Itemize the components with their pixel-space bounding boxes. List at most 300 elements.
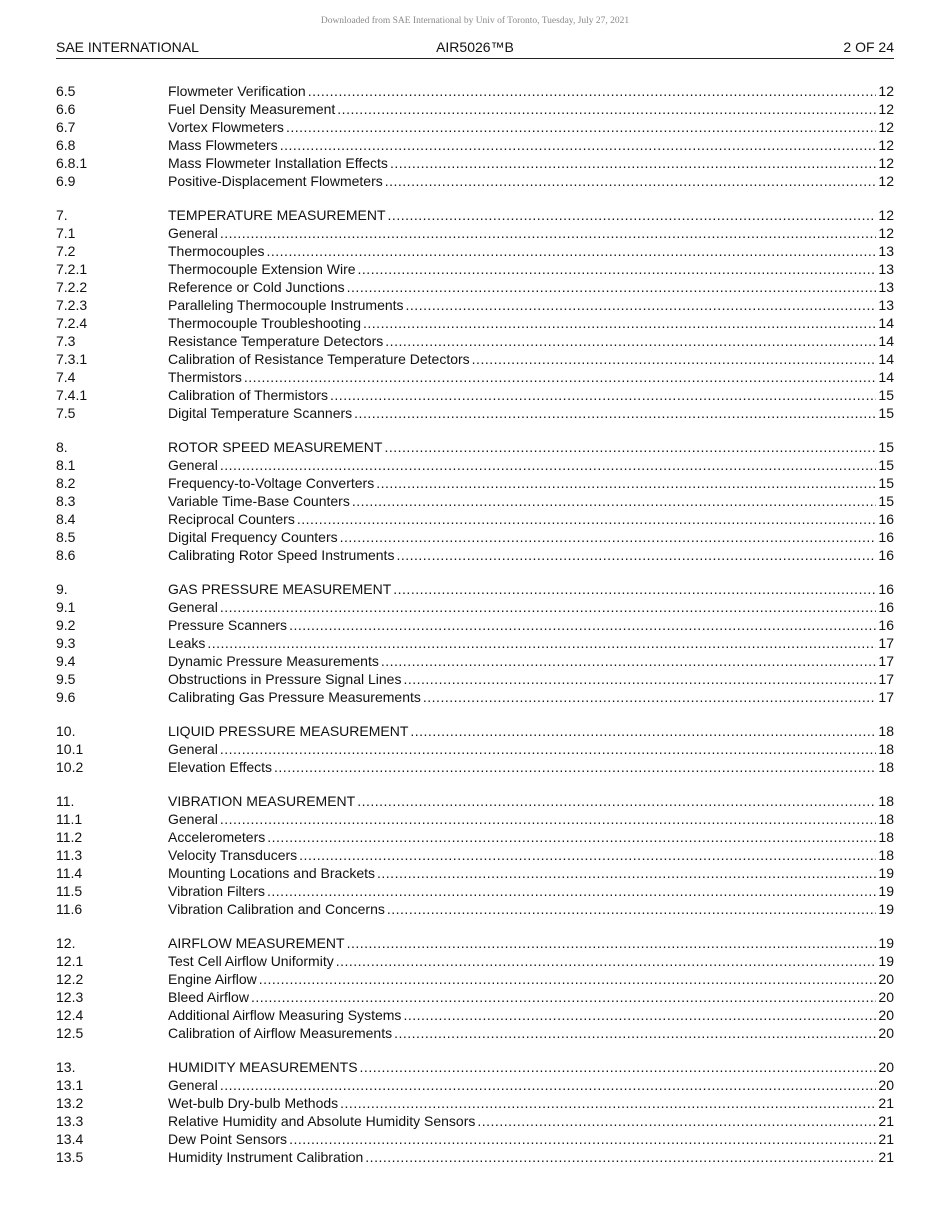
toc-entry-title-wrap (168, 616, 878, 634)
toc-dot-leader (244, 368, 877, 386)
toc-entry-page: 20 (878, 1077, 894, 1093)
toc-entry-number: 7.3 (56, 333, 76, 349)
toc-entry-number: 13. (56, 1059, 76, 1075)
toc-entry-page: 13 (878, 297, 894, 313)
toc-entry-page: 18 (878, 741, 894, 757)
toc-entry-number: 9.3 (56, 635, 76, 651)
toc-entry[interactable] (56, 1058, 894, 1076)
toc-entry-title-wrap (168, 136, 878, 154)
toc-entry[interactable] (56, 278, 894, 296)
toc-entry-number: 7.5 (56, 405, 76, 421)
toc-entry[interactable] (56, 828, 894, 846)
toc-entry-page: 18 (878, 847, 894, 863)
toc-entry-title-wrap (168, 1076, 878, 1094)
toc-entry-page: 14 (878, 333, 894, 349)
toc-entry[interactable] (56, 758, 894, 776)
toc-dot-leader (390, 154, 876, 172)
toc-entry-title-wrap (168, 988, 878, 1006)
toc-entry[interactable] (56, 688, 894, 706)
toc-entry-number: 7.2.1 (56, 261, 88, 277)
toc-entry[interactable] (56, 792, 894, 810)
toc-dot-leader (274, 758, 876, 776)
toc-entry-number: 13.3 (56, 1113, 84, 1129)
toc-entry-number: 12.2 (56, 971, 84, 987)
toc-section-group (56, 438, 894, 564)
toc-entry-title-wrap (168, 100, 878, 118)
toc-dot-leader (289, 1130, 876, 1148)
toc-entry[interactable] (56, 224, 894, 242)
toc-entry-title: General (168, 741, 218, 757)
toc-entry-title: Fuel Density Measurement (168, 101, 336, 117)
toc-entry-number: 12.5 (56, 1025, 84, 1041)
toc-entry[interactable] (56, 386, 894, 404)
table-of-contents (56, 82, 894, 1182)
toc-dot-leader (363, 314, 876, 332)
toc-dot-leader (280, 136, 877, 154)
toc-entry[interactable] (56, 900, 894, 918)
toc-entry-number: 7. (56, 207, 68, 223)
toc-entry-page: 15 (878, 405, 894, 421)
toc-entry-title-wrap (168, 492, 878, 510)
toc-entry-number: 13.5 (56, 1149, 84, 1165)
toc-dot-leader (357, 792, 876, 810)
toc-entry-title: Resistance Temperature Detectors (168, 333, 384, 349)
toc-entry-page: 15 (878, 475, 894, 491)
toc-entry-page: 16 (878, 617, 894, 633)
toc-entry-page: 20 (878, 971, 894, 987)
toc-entry-page: 17 (878, 671, 894, 687)
toc-entry-title-wrap (168, 934, 878, 952)
toc-entry-title: Frequency-to-Voltage Converters (168, 475, 375, 491)
toc-entry-title: Digital Frequency Counters (168, 529, 338, 545)
toc-section-group (56, 792, 894, 918)
toc-entry[interactable] (56, 934, 894, 952)
toc-entry-title: Flowmeter Verification (168, 83, 306, 99)
toc-entry-title-wrap (168, 528, 878, 546)
toc-entry-page: 17 (878, 653, 894, 669)
toc-entry-title-wrap (168, 792, 878, 810)
toc-entry-title: General (168, 1077, 218, 1093)
toc-entry[interactable] (56, 634, 894, 652)
toc-entry-number: 7.3.1 (56, 351, 88, 367)
toc-entry-title: Thermocouples (168, 243, 265, 259)
toc-entry-title: Humidity Instrument Calibration (168, 1149, 364, 1165)
toc-dot-leader (340, 1094, 876, 1112)
toc-entry-title-wrap (168, 688, 878, 706)
toc-entry-page: 19 (878, 883, 894, 899)
toc-entry[interactable] (56, 350, 894, 368)
toc-entry[interactable] (56, 952, 894, 970)
toc-entry[interactable] (56, 260, 894, 278)
toc-entry[interactable] (56, 616, 894, 634)
toc-entry-title: Bleed Airflow (168, 989, 249, 1005)
toc-entry-title: Accelerometers (168, 829, 266, 845)
toc-entry[interactable] (56, 332, 894, 350)
toc-entry-page: 20 (878, 1059, 894, 1075)
toc-entry[interactable] (56, 456, 894, 474)
toc-dot-leader (299, 846, 876, 864)
toc-entry-title: General (168, 811, 218, 827)
toc-entry-page: 12 (878, 155, 894, 171)
toc-entry-title-wrap (168, 828, 878, 846)
toc-entry-title-wrap (168, 1112, 878, 1130)
toc-entry[interactable] (56, 722, 894, 740)
toc-entry[interactable] (56, 598, 894, 616)
toc-entry-page: 12 (878, 225, 894, 241)
toc-dot-leader (220, 1076, 877, 1094)
toc-entry-title-wrap (168, 242, 878, 260)
toc-entry-title: Obstructions in Pressure Signal Lines (168, 671, 402, 687)
publisher-name: SAE INTERNATIONAL (56, 39, 199, 55)
toc-entry-title: Velocity Transducers (168, 847, 298, 863)
toc-entry-number: 11. (56, 793, 75, 809)
toc-entry-page: 13 (878, 261, 894, 277)
toc-entry-title: Reciprocal Counters (168, 511, 295, 527)
toc-entry-title-wrap (168, 386, 878, 404)
toc-entry[interactable] (56, 1094, 894, 1112)
toc-entry-title-wrap (168, 900, 878, 918)
toc-dot-leader (220, 224, 877, 242)
toc-entry[interactable] (56, 136, 894, 154)
toc-entry-number: 9. (56, 581, 68, 597)
toc-dot-leader (336, 952, 877, 970)
toc-entry-page: 18 (878, 759, 894, 775)
toc-dot-leader (394, 1024, 876, 1042)
toc-entry[interactable] (56, 740, 894, 758)
toc-entry-number: 12.4 (56, 1007, 84, 1023)
toc-entry-title: Reference or Cold Junctions (168, 279, 345, 295)
toc-section-group (56, 206, 894, 422)
toc-entry-title: Variable Time-Base Counters (168, 493, 350, 509)
toc-dot-leader (354, 404, 876, 422)
toc-dot-leader (337, 100, 876, 118)
toc-dot-leader (423, 688, 877, 706)
toc-entry-page: 15 (878, 439, 894, 455)
toc-entry-title: TEMPERATURE MEASUREMENT (168, 207, 386, 223)
toc-entry-number: 7.2.4 (56, 315, 88, 331)
toc-entry-page: 21 (878, 1149, 894, 1165)
toc-entry-title: Leaks (168, 635, 206, 651)
toc-entry-number: 12. (56, 935, 76, 951)
toc-entry-title-wrap (168, 634, 878, 652)
toc-entry-title: Mass Flowmeters (168, 137, 278, 153)
toc-entry-title-wrap (168, 970, 878, 988)
toc-entry-page: 16 (878, 581, 894, 597)
toc-entry[interactable] (56, 846, 894, 864)
toc-entry-number: 12.1 (56, 953, 84, 969)
toc-entry[interactable] (56, 1006, 894, 1024)
toc-entry-title: Test Cell Airflow Uniformity (168, 953, 334, 969)
toc-entry-page: 20 (878, 1007, 894, 1023)
toc-entry-page: 15 (878, 387, 894, 403)
toc-entry-page: 14 (878, 351, 894, 367)
toc-entry-title: Mounting Locations and Brackets (168, 865, 376, 881)
toc-entry-number: 7.4 (56, 369, 76, 385)
toc-dot-leader (377, 864, 876, 882)
toc-entry-title-wrap (168, 1094, 878, 1112)
page-header (56, 38, 894, 59)
toc-dot-leader (286, 118, 876, 136)
toc-dot-leader (220, 740, 877, 758)
toc-entry[interactable] (56, 546, 894, 564)
toc-entry-number: 11.2 (56, 829, 83, 845)
toc-entry-title-wrap (168, 118, 878, 136)
toc-entry-title: Dew Point Sensors (168, 1131, 288, 1147)
toc-dot-leader (381, 652, 877, 670)
toc-dot-leader (220, 456, 877, 474)
toc-entry-number: 9.2 (56, 617, 76, 633)
toc-entry-title-wrap (168, 722, 878, 740)
toc-dot-leader (352, 492, 877, 510)
toc-entry-number: 11.1 (56, 811, 83, 827)
toc-entry-title: ROTOR SPEED MEASUREMENT (168, 439, 383, 455)
toc-entry-number: 8.3 (56, 493, 76, 509)
toc-entry-number: 10.2 (56, 759, 84, 775)
toc-dot-leader (308, 82, 877, 100)
toc-entry-title: Vibration Filters (168, 883, 266, 899)
toc-entry-title: General (168, 599, 218, 615)
toc-entry[interactable] (56, 882, 894, 900)
toc-dot-leader (330, 386, 876, 404)
toc-entry-number: 6.5 (56, 83, 76, 99)
toc-entry-title-wrap (168, 350, 878, 368)
toc-entry[interactable] (56, 510, 894, 528)
toc-entry-page: 18 (878, 723, 894, 739)
toc-entry-page: 18 (878, 811, 894, 827)
toc-entry-title-wrap (168, 154, 878, 172)
toc-dot-leader (207, 634, 876, 652)
toc-entry-title: Vortex Flowmeters (168, 119, 284, 135)
toc-entry-page: 16 (878, 547, 894, 563)
toc-entry-title: HUMIDITY MEASUREMENTS (168, 1059, 358, 1075)
toc-entry-title-wrap (168, 864, 878, 882)
toc-entry-page: 12 (878, 101, 894, 117)
toc-dot-leader (385, 332, 876, 350)
toc-entry-page: 19 (878, 865, 894, 881)
toc-dot-leader (477, 1112, 876, 1130)
toc-entry-title-wrap (168, 82, 878, 100)
toc-entry[interactable] (56, 670, 894, 688)
toc-entry-title-wrap (168, 1024, 878, 1042)
toc-dot-leader (251, 988, 876, 1006)
toc-entry[interactable] (56, 474, 894, 492)
toc-entry-title-wrap (168, 670, 878, 688)
toc-entry-number: 11.5 (56, 883, 83, 899)
toc-entry-title-wrap (168, 260, 878, 278)
toc-entry[interactable] (56, 1130, 894, 1148)
toc-entry-title: Relative Humidity and Absolute Humidity Sensors (168, 1113, 476, 1129)
toc-entry[interactable] (56, 970, 894, 988)
toc-dot-leader (220, 598, 877, 616)
toc-entry-title: Mass Flowmeter Installation Effects (168, 155, 388, 171)
toc-entry-page: 14 (878, 369, 894, 385)
toc-entry-title: Calibration of Resistance Temperature Detectors (168, 351, 470, 367)
toc-entry[interactable] (56, 988, 894, 1006)
toc-entry-page: 13 (878, 279, 894, 295)
toc-section-group (56, 934, 894, 1042)
toc-entry-page: 16 (878, 599, 894, 615)
toc-dot-leader (340, 528, 877, 546)
toc-entry-number: 9.5 (56, 671, 76, 687)
toc-entry[interactable] (56, 82, 894, 100)
toc-entry-title-wrap (168, 1148, 878, 1166)
toc-entry[interactable] (56, 242, 894, 260)
toc-entry-title: VIBRATION MEASUREMENT (168, 793, 356, 809)
toc-entry-number: 6.6 (56, 101, 76, 117)
toc-entry-number: 9.4 (56, 653, 76, 669)
toc-entry-title-wrap (168, 456, 878, 474)
toc-entry[interactable] (56, 118, 894, 136)
toc-entry-title-wrap (168, 510, 878, 528)
toc-entry[interactable] (56, 1076, 894, 1094)
toc-entry-title-wrap (168, 846, 878, 864)
toc-entry-title: Positive-Displacement Flowmeters (168, 173, 383, 189)
toc-entry-number: 8. (56, 439, 68, 455)
toc-entry-number: 8.5 (56, 529, 76, 545)
toc-entry-title: Paralleling Thermocouple Instruments (168, 297, 404, 313)
toc-entry-title-wrap (168, 206, 878, 224)
toc-entry-title-wrap (168, 546, 878, 564)
toc-dot-leader (376, 474, 876, 492)
toc-dot-leader (396, 546, 876, 564)
toc-entry-title-wrap (168, 882, 878, 900)
toc-entry-page: 14 (878, 315, 894, 331)
toc-entry-title-wrap (168, 652, 878, 670)
toc-entry-number: 12.3 (56, 989, 84, 1005)
toc-entry-number: 9.6 (56, 689, 76, 705)
toc-entry-title-wrap (168, 224, 878, 242)
toc-entry-title-wrap (168, 314, 878, 332)
toc-dot-leader (267, 828, 876, 846)
toc-entry-page: 15 (878, 493, 894, 509)
toc-entry-page: 12 (878, 137, 894, 153)
toc-entry-number: 8.2 (56, 475, 76, 491)
toc-entry[interactable] (56, 528, 894, 546)
toc-entry-page: 21 (878, 1131, 894, 1147)
toc-entry-title-wrap (168, 332, 878, 350)
toc-entry[interactable] (56, 438, 894, 456)
toc-entry[interactable] (56, 1112, 894, 1130)
toc-entry-title: Elevation Effects (168, 759, 273, 775)
toc-dot-leader (347, 278, 877, 296)
toc-dot-leader (403, 1006, 876, 1024)
toc-dot-leader (297, 510, 877, 528)
toc-entry[interactable] (56, 652, 894, 670)
toc-entry[interactable] (56, 810, 894, 828)
toc-entry-title-wrap (168, 1130, 878, 1148)
toc-entry-page: 19 (878, 935, 894, 951)
toc-entry-title: Calibration of Airflow Measurements (168, 1025, 393, 1041)
toc-dot-leader (393, 580, 876, 598)
toc-dot-leader (358, 260, 877, 278)
toc-entry-title-wrap (168, 758, 878, 776)
toc-entry-number: 10.1 (56, 741, 84, 757)
toc-entry-title: Thermocouple Troubleshooting (168, 315, 362, 331)
toc-entry-page: 12 (878, 119, 894, 135)
toc-entry-page: 18 (878, 829, 894, 845)
toc-entry-title-wrap (168, 1006, 878, 1024)
toc-dot-leader (387, 900, 877, 918)
toc-entry[interactable] (56, 154, 894, 172)
document-number: AIR5026™B (436, 39, 514, 55)
toc-entry-page: 21 (878, 1113, 894, 1129)
toc-entry[interactable] (56, 100, 894, 118)
toc-dot-leader (384, 438, 876, 456)
toc-entry-title: Calibration of Thermistors (168, 387, 329, 403)
toc-dot-leader (267, 242, 877, 260)
toc-entry-title-wrap (168, 740, 878, 758)
toc-dot-leader (472, 350, 877, 368)
toc-entry[interactable] (56, 404, 894, 422)
toc-entry-title-wrap (168, 580, 878, 598)
toc-entry[interactable] (56, 368, 894, 386)
toc-entry[interactable] (56, 296, 894, 314)
toc-entry[interactable] (56, 580, 894, 598)
toc-entry-page: 12 (878, 207, 894, 223)
toc-section-group (56, 580, 894, 706)
toc-entry-title-wrap (168, 404, 878, 422)
toc-entry[interactable] (56, 864, 894, 882)
toc-entry-title-wrap (168, 278, 878, 296)
toc-entry-title-wrap (168, 368, 878, 386)
toc-entry-title-wrap (168, 438, 878, 456)
toc-entry-number: 6.7 (56, 119, 76, 135)
toc-entry-title: General (168, 225, 218, 241)
toc-entry-page: 15 (878, 457, 894, 473)
toc-entry-title: Calibrating Rotor Speed Instruments (168, 547, 395, 563)
toc-entry-number: 11.4 (56, 865, 83, 881)
download-notice: Downloaded from SAE International by Univ of Toronto, Tuesday, July 27, 2021 (320, 16, 630, 26)
toc-entry-number: 7.2.2 (56, 279, 88, 295)
toc-entry[interactable] (56, 172, 894, 190)
toc-entry-title: Vibration Calibration and Concerns (168, 901, 385, 917)
toc-entry-title: Digital Temperature Scanners (168, 405, 353, 421)
toc-entry-page: 19 (878, 901, 894, 917)
toc-entry-page: 20 (878, 989, 894, 1005)
toc-section-group (56, 82, 894, 190)
toc-entry-number: 8.4 (56, 511, 76, 527)
toc-entry-page: 16 (878, 529, 894, 545)
toc-entry[interactable] (56, 1024, 894, 1042)
toc-entry-number: 13.1 (56, 1077, 84, 1093)
toc-dot-leader (220, 810, 877, 828)
toc-entry[interactable] (56, 492, 894, 510)
toc-entry-page: 17 (878, 689, 894, 705)
toc-entry-title: AIRFLOW MEASUREMENT (168, 935, 345, 951)
toc-dot-leader (385, 172, 877, 190)
toc-entry-title-wrap (168, 172, 878, 190)
toc-entry-number: 8.1 (56, 457, 76, 473)
toc-entry-page: 16 (878, 511, 894, 527)
toc-entry-number: 13.4 (56, 1131, 84, 1147)
toc-entry-title: Pressure Scanners (168, 617, 288, 633)
toc-entry-title: Additional Airflow Measuring Systems (168, 1007, 402, 1023)
toc-entry-page: 20 (878, 1025, 894, 1041)
toc-entry-title: Wet-bulb Dry-bulb Methods (168, 1095, 339, 1111)
toc-entry-number: 9.1 (56, 599, 76, 615)
toc-entry-title: Dynamic Pressure Measurements (168, 653, 379, 669)
toc-entry-title: Thermistors (168, 369, 242, 385)
toc-dot-leader (360, 1058, 877, 1076)
toc-entry-title-wrap (168, 598, 878, 616)
toc-entry[interactable] (56, 314, 894, 332)
toc-entry[interactable] (56, 206, 894, 224)
toc-entry-page: 21 (878, 1095, 894, 1111)
toc-entry[interactable] (56, 1148, 894, 1166)
toc-entry-number: 6.8 (56, 137, 76, 153)
toc-dot-leader (289, 616, 876, 634)
toc-entry-page: 19 (878, 953, 894, 969)
